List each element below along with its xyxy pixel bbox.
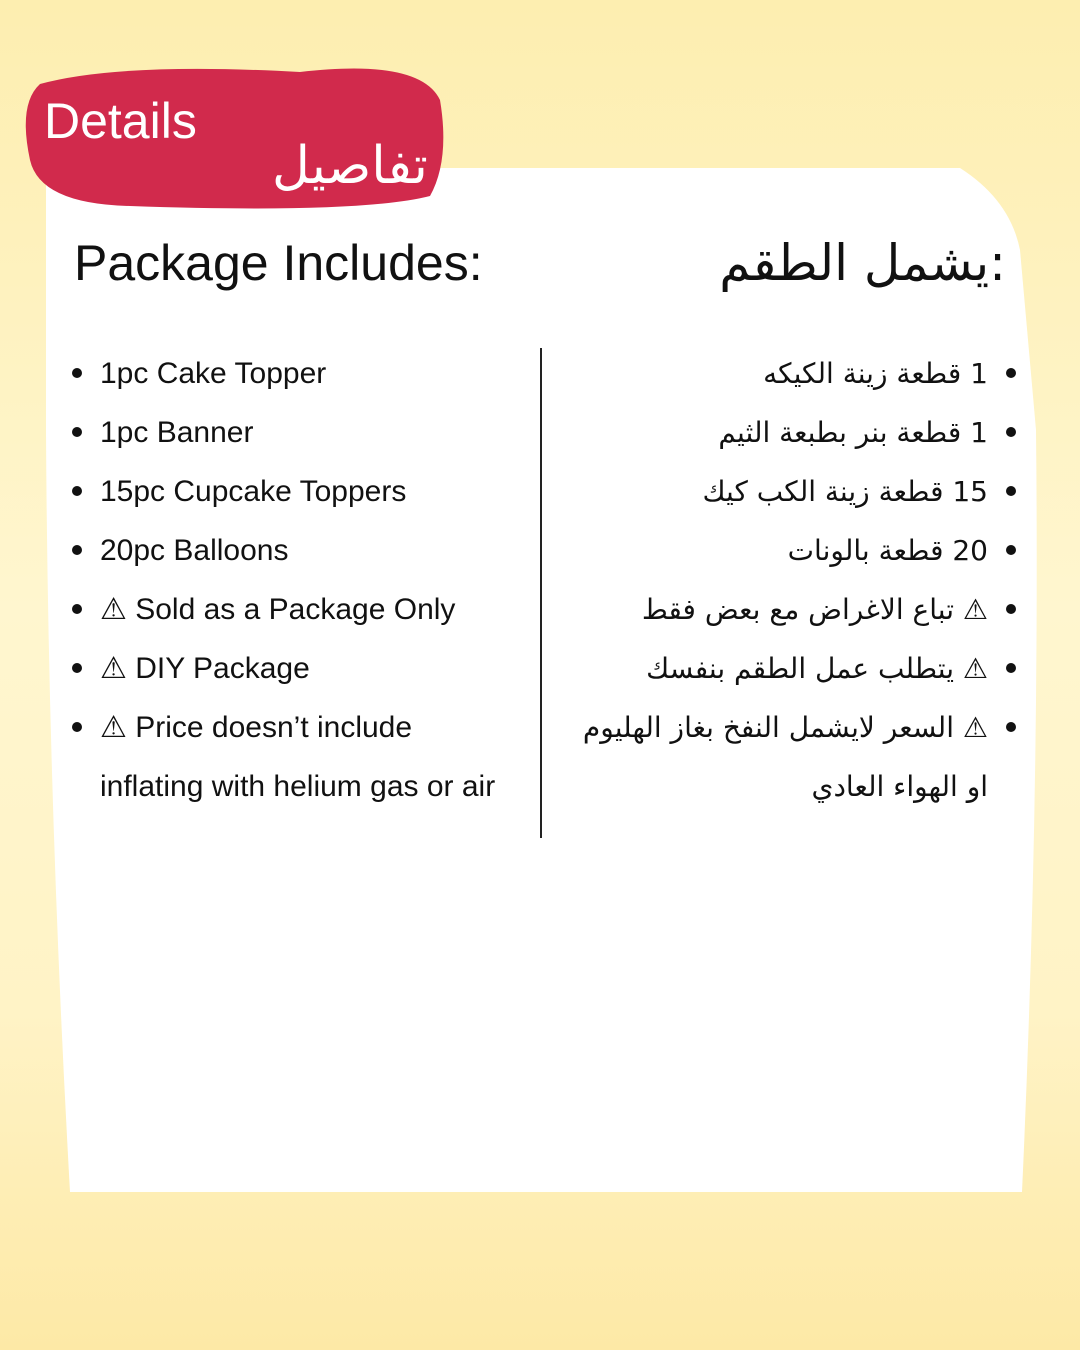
bullet <box>72 722 82 732</box>
list-item <box>70 403 510 462</box>
list-item-text: ⚠ السعر لايشمل النفخ بغاز الهليوم او الهواء العادي <box>582 711 988 803</box>
package-includes-heading-en: Package Includes: <box>74 235 483 291</box>
list-item-text: 1 قطعة بنر بطبعة الثيم <box>718 416 988 449</box>
list-item <box>578 698 1018 816</box>
list-item <box>578 639 1018 698</box>
list-item-text: 1 قطعة زينة الكيكه <box>763 357 988 390</box>
list-item-text: ⚠ DIY Package <box>100 652 310 685</box>
list-item <box>578 462 1018 521</box>
list-item-text: 15pc Cupcake Toppers <box>100 475 407 508</box>
column-divider <box>540 348 542 838</box>
list-item-text: ⚠ Price doesn’t include inflating with helium gas or air <box>100 711 496 803</box>
bullet <box>1006 722 1016 732</box>
bullet <box>1006 427 1016 437</box>
list-item-text: 1pc Banner <box>100 416 254 449</box>
list-item <box>578 344 1018 403</box>
package-includes-heading-ar: :يشمل الطقم <box>719 234 1006 292</box>
bullet <box>1006 663 1016 673</box>
list-item <box>70 580 510 639</box>
list-item <box>578 521 1018 580</box>
list-item <box>70 462 510 521</box>
list-item <box>70 639 510 698</box>
list-item <box>578 580 1018 639</box>
list-item-text: 20pc Balloons <box>100 534 289 567</box>
list-item-text: 1pc Cake Topper <box>100 357 327 390</box>
bullet <box>1006 368 1016 378</box>
bullet <box>72 427 82 437</box>
list-item <box>70 698 510 816</box>
list-item-text: ⚠ Sold as a Package Only <box>100 593 456 626</box>
list-item-text: 20 قطعة بالونات <box>787 534 988 567</box>
bullet <box>72 368 82 378</box>
badge-title-en: Details <box>44 93 197 149</box>
list-item <box>578 403 1018 462</box>
bullet <box>1006 486 1016 496</box>
badge-title-ar: تفاصيل <box>272 136 428 196</box>
list-item <box>70 521 510 580</box>
bullet <box>1006 545 1016 555</box>
package-list-ar <box>578 344 1018 816</box>
list-item-text: 15 قطعة زينة الكب كيك <box>702 475 988 508</box>
bullet <box>72 486 82 496</box>
list-item-text: ⚠ يتطلب عمل الطقم بنفسك <box>646 652 988 685</box>
bullet <box>72 663 82 673</box>
bullet <box>72 545 82 555</box>
list-item-text: ⚠ تباع الاغراض مع بعض فقط <box>641 593 988 626</box>
bullet <box>1006 604 1016 614</box>
package-list-en <box>70 344 510 816</box>
bullet <box>72 604 82 614</box>
list-item <box>70 344 510 403</box>
